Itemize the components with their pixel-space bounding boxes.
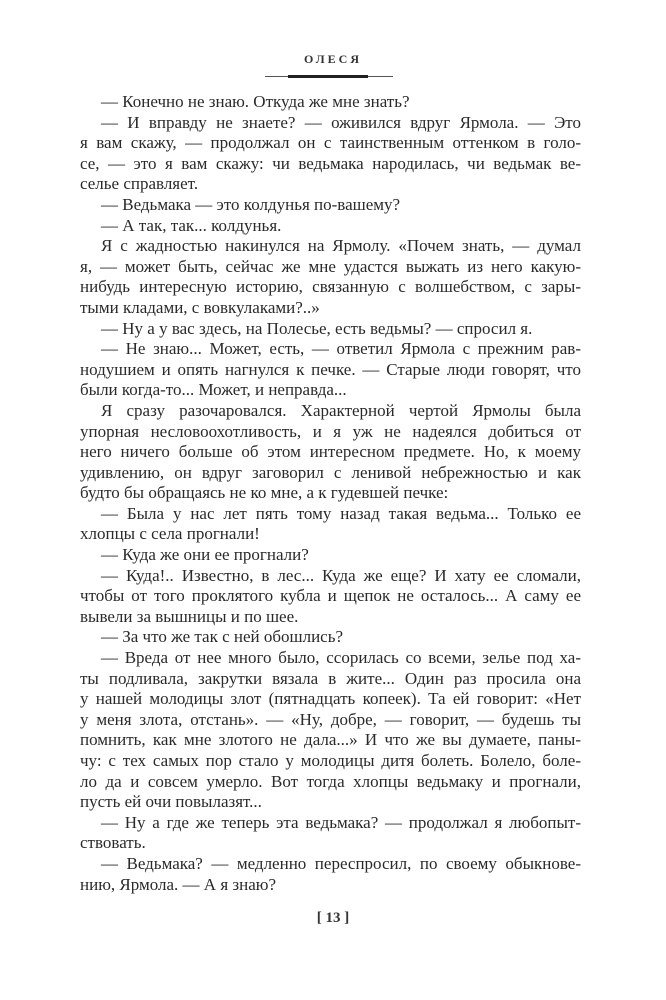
paragraph [80, 566, 581, 628]
text-line: хлопцы с села прогнали! [80, 524, 260, 544]
body-text [80, 92, 581, 895]
text-line: — Ну а у вас здесь, на Полесье, есть ведьмы? — спросил я. [101, 318, 533, 338]
text-line: Я сразу разочаровался. Характерной чертой Ярмолы была [101, 400, 581, 420]
text-line: нибудь интересную историю, связанную с волшебством, с зары- [80, 277, 581, 297]
paragraph [80, 216, 581, 237]
page-number: [ 13 ] [316, 910, 350, 926]
text-line: — А так, так... колдунья. [101, 215, 282, 235]
text-line: — Не знаю... Может, есть, — ответил Ярмола с прежним рав- [101, 339, 581, 359]
paragraph [80, 319, 581, 340]
paragraph [80, 339, 581, 401]
text-line: — Была у нас лет пять тому назад такая ведьма... Только ее [101, 503, 581, 523]
paragraph [80, 113, 581, 195]
text-line: селье справляет. [80, 174, 199, 194]
text-line: — Вреда от нее много было, ссорилась со всеми, зелье под ха- [101, 648, 581, 668]
paragraph [80, 627, 581, 648]
text-line: у нашей молодицы злот (пятнадцать копеек). Та ей говорит: «Нет [80, 689, 581, 709]
text-line: будто бы обращаясь не ко мне, а к гудевшей печке: [80, 483, 449, 503]
text-line: вывели за вышницы и по шее. [80, 606, 299, 626]
text-line: помнить, как мне злотого не дала...» И что же вы думаете, паны- [80, 730, 581, 750]
paragraph [80, 854, 581, 895]
paragraph [80, 813, 581, 854]
text-line: у меня злота, отстань». — «Ну, добре, — говорит, — будешь ты [80, 709, 581, 729]
text-line: се, — это я вам скажу: чи ведьмака народилась, чи ведьмак ве- [80, 153, 581, 173]
text-line: нодушием и опять нагнулся к печке. — Старые люди говорят, что [80, 359, 581, 379]
text-line: я вам скажу, — продолжал он с таинственным оттенком в голо- [80, 133, 581, 153]
text-line: ты подливала, закрутки вязала в жите... Один раз просила она [80, 668, 581, 688]
text-line: чу: с тех самых пор стало у молодицы дитя болеть. Болело, боле- [80, 751, 581, 770]
running-header: ОЛЕСЯ [303, 52, 362, 66]
text-line: — За что же так с ней обошлись? [101, 627, 344, 647]
text-line: я, — может быть, сейчас же мне удастся выжать из него какую- [80, 256, 581, 276]
paragraph [80, 195, 581, 216]
text-line: — Ведьмака — это колдунья по-вашему? [101, 194, 401, 214]
text-line: тыми кладами, с вовкулаками?..» [80, 297, 320, 317]
paragraph [80, 504, 581, 545]
paragraph [80, 401, 581, 504]
text-line: нию, Ярмола. — А я знаю? [80, 874, 276, 894]
paragraph [80, 92, 581, 113]
text-line: — Куда же они ее прогнали? [101, 545, 309, 565]
text-line: — Куда!.. Известно, в лес... Куда же еще? И хату ее сломали, [101, 565, 581, 585]
text-line: ло да и совсем умерло. Вот тогда хлопцы ведьмаку и прогнали, [80, 771, 581, 791]
header-rule-accent [288, 75, 368, 78]
text-line: — Ведьмака? — медленно переспросил, по своему обыкнове- [101, 853, 581, 873]
paragraph [80, 648, 581, 813]
text-line: ствовать. [80, 833, 146, 853]
text-line: — Ну а где же теперь эта ведьмака? — продолжал я любопыт- [101, 812, 581, 832]
text-line: него ничего больше об этом интересном предмете. Но, к моему [80, 442, 581, 462]
text-line: чтобы от того проклятого кубла и щепок не осталось... А саму ее [80, 586, 581, 606]
text-line: были когда-то... Может, и неправда... [80, 380, 347, 400]
text-line: упорная несловоохотливость, и я уж не надеялся добиться от [80, 421, 581, 441]
text-line: удивлению, он вдруг заговорил с ленивой небрежностью и как [80, 462, 581, 482]
paragraph [80, 236, 581, 318]
paragraph [80, 545, 581, 566]
text-line: пусть ей очи повылазят... [80, 792, 262, 812]
text-line: — И вправду не знаете? — оживился вдруг Ярмола. — Это [101, 112, 581, 132]
text-line: — Конечно не знаю. Откуда же мне знать? [101, 92, 410, 111]
text-line: Я с жадностью накинулся на Ярмолу. «Почем знать, — думал [101, 236, 581, 256]
